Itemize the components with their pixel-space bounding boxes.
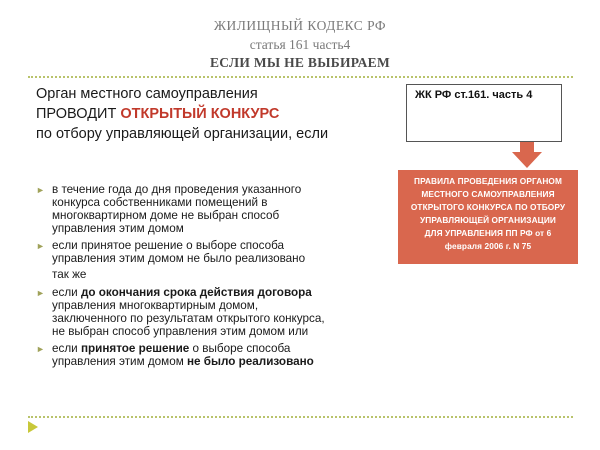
bottom-divider: [28, 416, 573, 418]
play-triangle-icon: [28, 421, 38, 433]
intro-line-2: [36, 104, 328, 124]
header-title: ЖИЛИЩНЫЙ КОДЕКС РФ: [213, 18, 387, 33]
item-emphasis: до окончания срока действия договора: [80, 286, 312, 299]
bullet-arrow-icon: ►: [36, 185, 45, 195]
header-heading: ЕСЛИ МЫ НЕ ВЫБИРАЕМ: [209, 55, 390, 70]
item-emphasis: не было реализовано: [187, 355, 314, 368]
top-divider: [28, 76, 573, 78]
list-item: [36, 342, 396, 368]
item-line: управления многоквартирным домом,: [52, 299, 259, 312]
intro-line-1: Орган местного самоуправления: [36, 86, 258, 102]
reference-text: ЖК РФ ст.161. часть 4: [415, 89, 533, 101]
item-line: [52, 342, 396, 355]
intro-highlight: ОТКРЫТЫЙ КОНКУРС: [120, 106, 280, 122]
item-line: заключенного по результатам открытого конкурса,: [52, 312, 325, 325]
arrow-down-icon: [512, 142, 542, 168]
bullet-arrow-icon: ►: [36, 344, 45, 354]
list-item: [36, 239, 396, 265]
item-line: конкурса собственниками помещений в: [52, 196, 268, 209]
regulation-line: ДЛЯ УПРАВЛЕНИЯ ПП РФ от 6: [424, 228, 552, 238]
regulation-line: февраля 2006 г. N 75: [444, 241, 532, 251]
bullet-arrow-icon: ►: [36, 288, 45, 298]
item-line: не выбран способ управления этим домом или: [52, 325, 309, 338]
regulation-line: УПРАВЛЯЮЩЕЙ ОРГАНИЗАЦИИ: [420, 215, 556, 225]
intro-text: [36, 84, 328, 144]
item-line: управления этим домом не было реализовано: [52, 252, 306, 265]
item-line: если принятое решение о выборе способа: [52, 239, 285, 252]
item-text: если: [52, 342, 81, 355]
item-text: если: [52, 286, 81, 299]
list-item: [36, 183, 396, 235]
regulation-line: ПРАВИЛА ПРОВЕДЕНИЯ ОРГАНОМ: [414, 176, 562, 186]
item-line: [52, 355, 396, 368]
header-subtitle: статья 161 часть4: [249, 37, 351, 52]
regulation-line: МЕСТНОГО САМОУПРАВЛЕНИЯ: [421, 189, 555, 199]
item-text: о выборе способа: [189, 342, 291, 355]
regulation-line: ОТКРЫТОГО КОНКУРСА ПО ОТБОРУ: [410, 202, 566, 212]
intro-prefix: ПРОВОДИТ: [36, 106, 121, 122]
bullet-arrow-icon: ►: [36, 241, 45, 251]
item-line: [52, 286, 396, 299]
item-line: управления этим домом: [52, 222, 184, 235]
item-continuation: так же: [52, 268, 87, 281]
reference-box: [406, 84, 562, 142]
regulation-box: [398, 170, 578, 264]
item-line: многоквартирном доме не выбран способ: [52, 209, 280, 222]
intro-line-3: по отбору управляющей организации, если: [36, 126, 329, 142]
item-line: в течение года до дня проведения указанного: [52, 183, 302, 196]
item-emphasis: принятое решение: [80, 342, 190, 355]
list-item: [36, 286, 396, 338]
conditions-list: [36, 183, 396, 372]
item-text: управления этим домом: [52, 355, 187, 368]
